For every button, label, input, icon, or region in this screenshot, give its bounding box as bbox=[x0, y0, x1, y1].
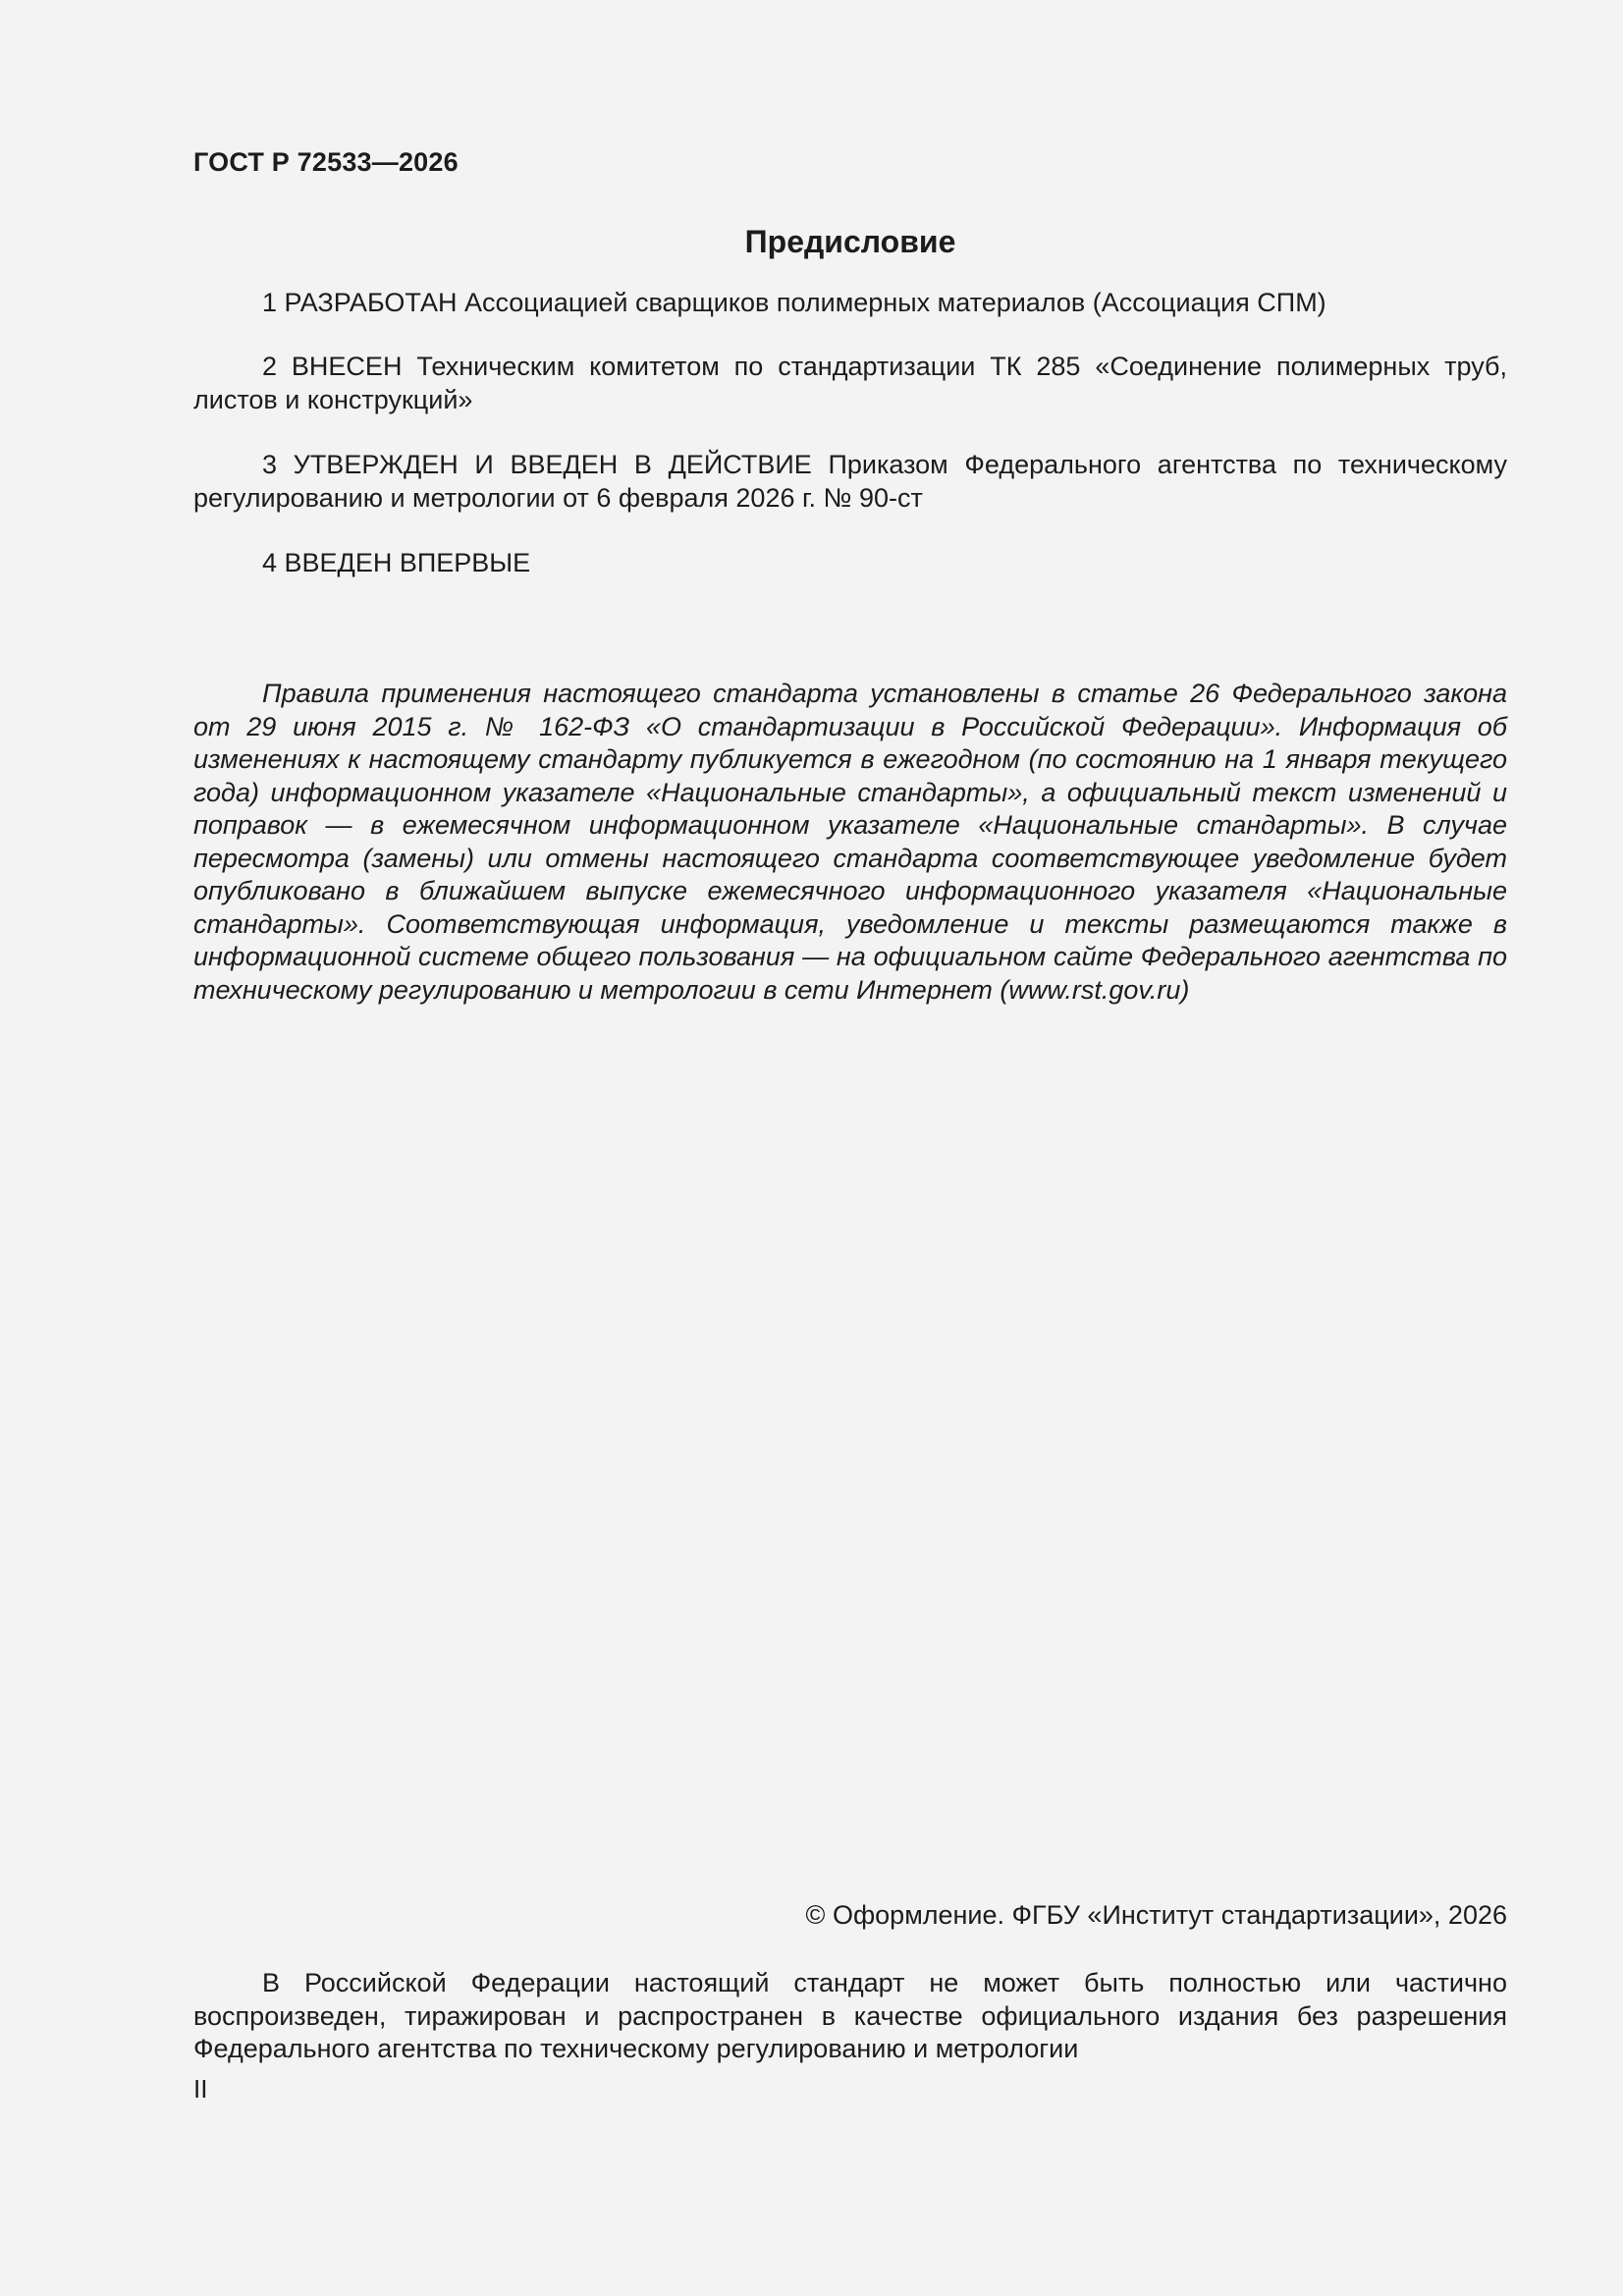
foreword-item-introduced: 2 ВНЕСЕН Техническим комитетом по стандартизации ТК 285 «Соединение полимерных труб, листов и конструкций» bbox=[193, 352, 1507, 414]
application-rules-notice: Правила применения настоящего стандарта установлены в статье 26 Федерального закона от 29 июня 2015 г. № 162-ФЗ «О стандартизации в Российской Федерации». Информация об изменениях к настоящему стандарту публикуется в ежегодном (по состоянию на 1 января текущего года) информационном указателе «Национальные стандарты», а официальный текст изменений и поправок — в ежемесячном информационном указателе «Национальные стандарты». В случае пересмотра (замены) или отмены настоящего стандарта соответствующее уведомление будет опубликовано в ближайшем выпуске ежемесячного информационного указателя «Национальные стандарты». Соответствующая информация, уведомление и тексты размещаются также в информационной системе общего пользования — на официальном сайте Федерального агентства по техническому регулированию и метрологии в сети Интернет (www.rst.gov.ru) bbox=[193, 679, 1507, 1005]
foreword-item-first-introduced: 4 ВВЕДЕН ВПЕРВЫЕ bbox=[262, 548, 531, 577]
copyright-line: © Оформление. ФГБУ «Институт стандартизации», 2026 bbox=[805, 1900, 1507, 1930]
foreword-heading: Предисловие bbox=[744, 224, 956, 259]
standard-code-header: ГОСТ Р 72533—2026 bbox=[193, 147, 459, 177]
foreword-item-developed: 1 РАЗРАБОТАН Ассоциацией сварщиков полимерных материалов (Ассоциация СПМ) bbox=[262, 288, 1326, 317]
foreword-item-approved: 3 УТВЕРЖДЕН И ВВЕДЕН В ДЕЙСТВИЕ Приказом Федерального агентства по техническому регулированию и метрологии от 6 февраля 2026 г. № 90-ст bbox=[193, 450, 1507, 513]
reproduction-rights-notice: В Российской Федерации настоящий стандарт не может быть полностью или частично воспроизведен, тиражирован и распространен в качестве официального издания без разрешения Федерального агентства по техническому регулированию и метрологии bbox=[193, 1968, 1507, 2063]
page-number: II bbox=[193, 2074, 208, 2104]
